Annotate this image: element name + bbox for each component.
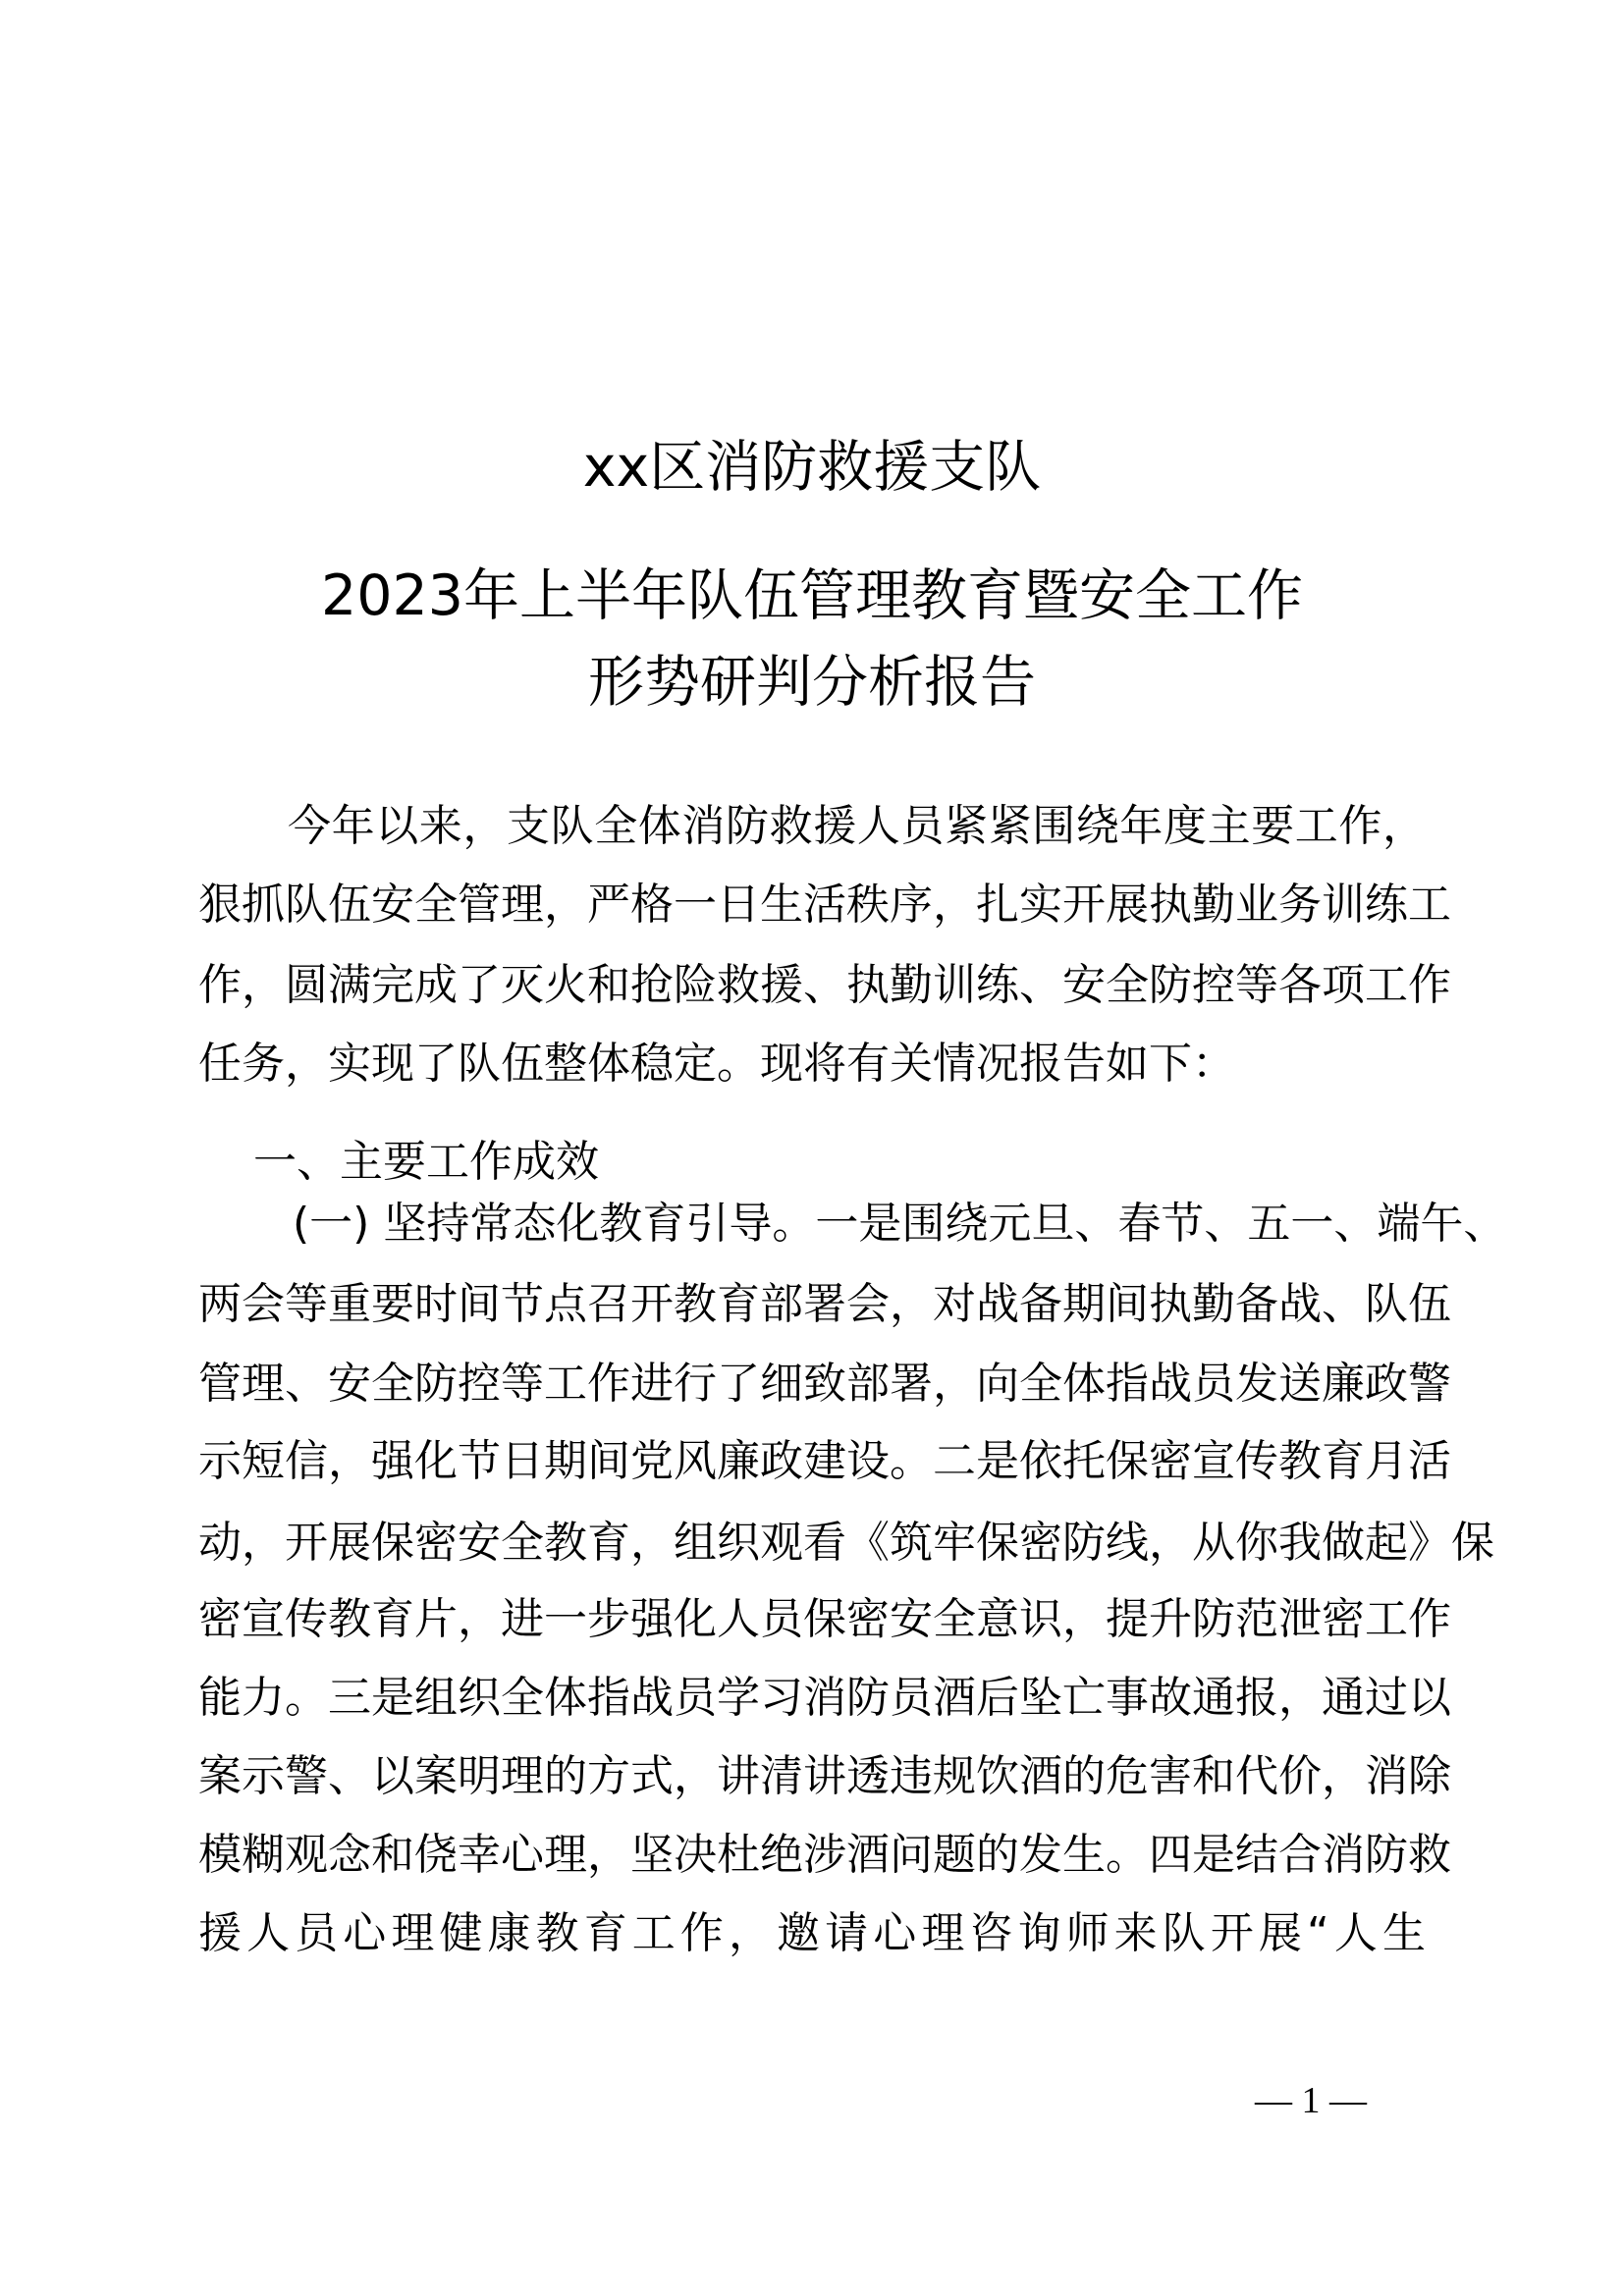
paragraph-line: 模糊观念和侥幸心理，坚决杜绝涉酒问题的发生。四是结合消防救 [198,1830,1451,1880]
document-title-line-2: 2023年上半年队伍管理教育暨安全工作 [320,563,1304,628]
paragraph-line: 示短信，强化节日期间党风廉政建设。二是依托保密宣传教育月活 [198,1436,1451,1486]
document-title-line-3: 形势研判分析报告 [588,650,1036,715]
paragraph-line: 能力。三是组织全体指战员学习消防员酒后坠亡事故通报，通过以 [198,1673,1451,1723]
paragraph-line: 案示警、以案明理的方式，讲清讲透违规饮酒的危害和代价，消除 [198,1751,1451,1801]
paragraph-line: (一) 坚持常态化教育引导。一是围绕元旦、春节、五一、端午、 [293,1199,1507,1249]
paragraph-line: 密宣传教育片，进一步强化人员保密安全意识，提升防范泄密工作 [198,1594,1451,1644]
document-title-line-1: xx区消防救援支队 [582,435,1042,500]
paragraph-line: 援人员心理健康教育工作，邀请心理咨询师来队开展“人生 [198,1908,1426,1958]
paragraph-line: 管理、安全防控等工作进行了细致部署，向全体指战员发送廉政警 [198,1359,1451,1409]
page-number: — 1 — [1255,2080,1367,2121]
paragraph-line: 狠抓队伍安全管理，严格一日生活秩序，扎实开展执勤业务训练工 [198,880,1451,930]
paragraph-line: 今年以来，支队全体消防救援人员紧紧围绕年度主要工作， [288,801,1426,851]
section-heading: 一、主要工作成效 [253,1137,599,1187]
paragraph-line: 作，圆满完成了灭火和抢险救援、执勤训练、安全防控等各项工作 [198,960,1451,1010]
paragraph-line: 任务，实现了队伍整体稳定。现将有关情况报告如下： [198,1039,1235,1089]
paragraph-line: 动，开展保密安全教育，组织观看《筑牢保密防线，从你我做起》保 [198,1518,1494,1568]
paragraph-line: 两会等重要时间节点召开教育部署会，对战备期间执勤备战、队伍 [198,1279,1451,1329]
